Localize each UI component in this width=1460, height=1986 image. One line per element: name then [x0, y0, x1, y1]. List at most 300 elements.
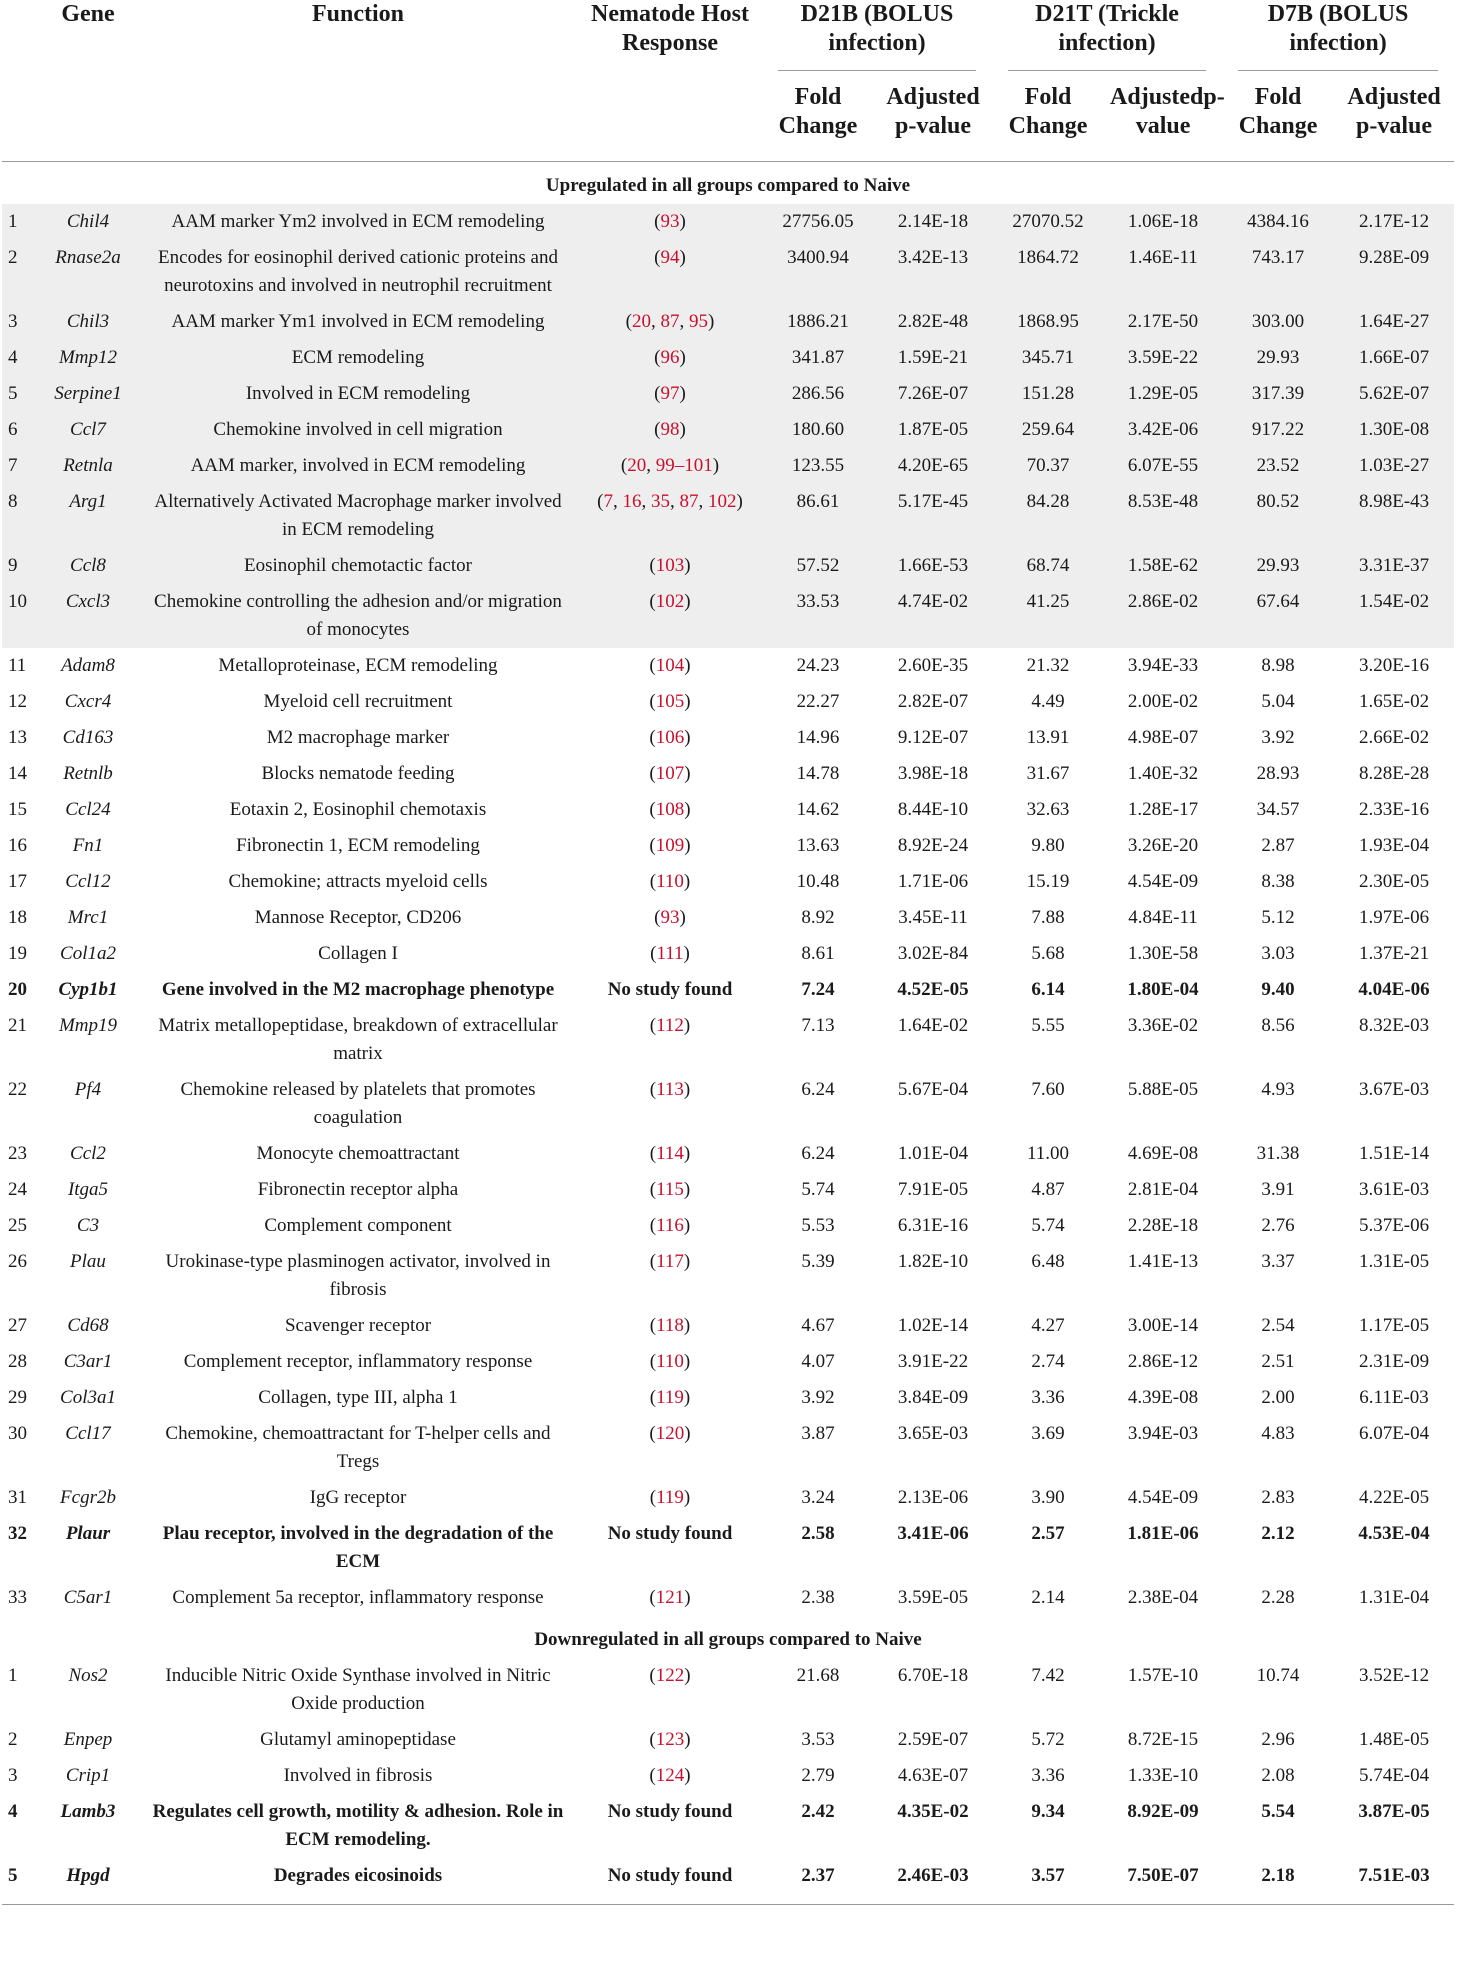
d21b-adjusted-p: 9.12E-07 [897, 727, 969, 748]
header-response: Nematode Host Response [578, 0, 762, 162]
reference-link[interactable]: 95 [689, 311, 708, 332]
d7b-adjusted-p: 3.31E-37 [1334, 548, 1454, 584]
host-response: (93) [654, 907, 686, 928]
d21t-fold-change: 9.34 [1031, 1801, 1065, 1822]
table-row [2, 648, 1454, 684]
gene-function: Regulates cell growth, motility & adhesion. Role in ECM remodeling. [152, 1801, 564, 1850]
section-header-row [2, 1616, 1454, 1658]
d21t-adjusted-p: 1.58E-62 [1104, 548, 1222, 584]
d21t-fold-change: 70.37 [992, 448, 1104, 484]
d21b-fold-change: 3.92 [801, 1387, 835, 1408]
d7b-adjusted-p: 1.97E-06 [1358, 907, 1430, 928]
d7b-fold-change: 3.91 [1261, 1179, 1295, 1200]
d21t-fold-change: 151.28 [992, 376, 1104, 412]
d21b-adjusted-p: 8.44E-10 [897, 799, 969, 820]
gene-name: Mrc1 [67, 907, 109, 928]
reference-link[interactable]: 98 [660, 419, 680, 440]
table-row [2, 304, 1454, 340]
gene-function: Gene involved in the M2 macrophage phenotype [161, 979, 555, 1000]
section-title: Upregulated in all groups compared to Naive [545, 175, 911, 196]
d21b-adjusted-p: 4.74E-02 [874, 584, 992, 648]
d21b-adjusted-p: 2.46E-03 [874, 1858, 992, 1905]
row-number: 5 [2, 1858, 38, 1905]
gene-name: Cd68 [67, 1315, 109, 1336]
d21t-fold-change: 9.80 [1031, 835, 1065, 856]
gene-name: Chil3 [38, 304, 138, 340]
d7b-fold-change: 8.98 [1261, 655, 1295, 676]
gene-name: Ccl17 [65, 1423, 111, 1444]
d21t-adjusted-p: 4.54E-09 [1127, 1487, 1199, 1508]
d21b-adjusted-p: 1.01E-04 [897, 1143, 969, 1164]
gene-name: Plaur [65, 1523, 111, 1544]
gene-function: ECM remodeling [138, 340, 578, 376]
host-response: (20, 87, 95) [578, 304, 762, 340]
d21t-fold-change: 4.27 [1031, 1315, 1065, 1336]
host-response: (122) [649, 1665, 691, 1686]
reference-link[interactable]: 97 [660, 383, 680, 404]
d7b-fold-change: 5.54 [1261, 1801, 1295, 1822]
gene-function: Degrades eicosinoids [138, 1858, 578, 1905]
row-number: 30 [8, 1423, 27, 1444]
d7b-fold-change: 2.51 [1261, 1351, 1295, 1372]
d21b-fold-change: 57.52 [762, 548, 874, 584]
gene-name: Chil4 [38, 204, 138, 240]
table-row [2, 1722, 1454, 1758]
d21t-adjusted-p: 1.81E-06 [1127, 1523, 1199, 1544]
row-number: 31 [8, 1487, 27, 1508]
reference-link[interactable]: 35 [651, 491, 670, 512]
reference-link[interactable]: 106 [655, 727, 685, 748]
d7b-adjusted-p: 1.17E-05 [1358, 1315, 1430, 1336]
table-row [2, 340, 1454, 376]
reference-link[interactable]: 114 [656, 1143, 684, 1164]
reference-link[interactable]: 119 [656, 1387, 684, 1408]
d21b-adjusted-p: 7.26E-07 [874, 376, 992, 412]
table-row [2, 1794, 1454, 1858]
d7b-fold-change: 31.38 [1256, 1143, 1300, 1164]
d21t-adjusted-p: 5.88E-05 [1127, 1079, 1199, 1100]
d7b-adjusted-p: 3.20E-16 [1358, 655, 1430, 676]
d21b-adjusted-p: 1.64E-02 [897, 1015, 969, 1036]
host-response: (119) [649, 1387, 691, 1408]
host-response: No study found [607, 1801, 733, 1822]
row-number: 16 [8, 835, 27, 856]
d21b-fold-change: 123.55 [762, 448, 874, 484]
d21t-fold-change: 41.25 [992, 584, 1104, 648]
d21t-fold-change: 4.87 [1031, 1179, 1065, 1200]
gene-name: Retnla [38, 448, 138, 484]
reference-link[interactable]: 104 [655, 655, 685, 676]
d7b-fold-change: 2.00 [1261, 1387, 1295, 1408]
d21t-fold-change: 11.00 [1026, 1143, 1070, 1164]
row-number: 18 [8, 907, 27, 928]
gene-function: Complement receptor, inflammatory response [183, 1351, 533, 1372]
d21t-adjusted-p: 8.92E-09 [1127, 1801, 1199, 1822]
gene-function: Chemokine involved in cell migration [138, 412, 578, 448]
d7b-adjusted-p: 2.17E-12 [1334, 204, 1454, 240]
d7b-fold-change: 4.93 [1261, 1079, 1295, 1100]
d21t-adjusted-p: 4.98E-07 [1127, 727, 1199, 748]
d7b-adjusted-p: 6.11E-03 [1359, 1387, 1429, 1408]
reference-link[interactable]: 118 [656, 1315, 684, 1336]
table-row [2, 1416, 1454, 1480]
row-number: 4 [2, 340, 38, 376]
host-response: (114) [649, 1143, 691, 1164]
host-response: (112) [649, 1015, 691, 1036]
d21b-fold-change: 2.37 [762, 1858, 874, 1905]
d21t-adjusted-p: 2.86E-12 [1127, 1351, 1199, 1372]
gene-name: Ccl7 [38, 412, 138, 448]
reference-link[interactable]: 115 [656, 1179, 684, 1200]
d21t-fold-change: 3.57 [992, 1858, 1104, 1905]
gene-name: Col3a1 [60, 1387, 116, 1408]
reference-link[interactable]: 122 [655, 1665, 685, 1686]
gene-name: Ccl12 [65, 871, 111, 892]
d7b-adjusted-p: 2.30E-05 [1358, 871, 1430, 892]
host-response: (123) [649, 1729, 691, 1750]
d7b-fold-change: 317.39 [1222, 376, 1334, 412]
d7b-fold-change: 28.93 [1256, 763, 1300, 784]
d7b-fold-change: 80.52 [1222, 484, 1334, 548]
reference-link[interactable]: 99–101 [655, 455, 713, 476]
reference-link[interactable]: 123 [655, 1729, 685, 1750]
gene-name: C3 [76, 1215, 100, 1236]
reference-link[interactable]: 111 [656, 943, 684, 964]
row-number: 12 [8, 691, 27, 712]
host-response: (108) [649, 799, 691, 820]
d21t-adjusted-p: 2.00E-02 [1127, 691, 1199, 712]
host-response: (97) [578, 376, 762, 412]
host-response: (119) [649, 1487, 691, 1508]
d21b-fold-change: 5.74 [801, 1179, 835, 1200]
host-response: (105) [649, 691, 691, 712]
subheader: Fold Change [992, 71, 1104, 162]
d7b-fold-change: 4.83 [1261, 1423, 1295, 1444]
d21t-adjusted-p: 1.46E-11 [1104, 240, 1222, 304]
d21t-fold-change: 2.74 [1031, 1351, 1065, 1372]
d21b-fold-change: 180.60 [762, 412, 874, 448]
d21b-fold-change: 8.61 [801, 943, 835, 964]
d7b-adjusted-p: 4.04E-06 [1358, 979, 1430, 1000]
gene-function: AAM marker Ym2 involved in ECM remodeling [138, 204, 578, 240]
header-group-d21b: D21B (BOLUS infection) [762, 0, 992, 71]
reference-link[interactable]: 112 [656, 1015, 684, 1036]
gene-name: Fn1 [72, 835, 104, 856]
row-number: 15 [8, 799, 27, 820]
d21b-adjusted-p: 8.92E-24 [897, 835, 969, 856]
d7b-fold-change: 3.37 [1261, 1251, 1295, 1272]
d21t-fold-change: 15.19 [1026, 871, 1070, 892]
reference-link[interactable]: 107 [655, 763, 685, 784]
d21t-fold-change: 13.91 [1026, 727, 1070, 748]
reference-link[interactable]: 87 [660, 311, 680, 332]
d21t-fold-change: 27070.52 [992, 204, 1104, 240]
gene-function: M2 macrophage marker [266, 727, 450, 748]
table-row [2, 972, 1454, 1008]
reference-link[interactable]: 103 [655, 555, 685, 576]
d21t-fold-change: 1864.72 [992, 240, 1104, 304]
d7b-fold-change: 8.38 [1261, 871, 1295, 892]
d7b-adjusted-p: 5.37E-06 [1358, 1215, 1430, 1236]
d21t-fold-change: 68.74 [992, 548, 1104, 584]
reference-link[interactable]: 108 [655, 799, 685, 820]
d21b-fold-change: 286.56 [762, 376, 874, 412]
gene-name: Ccl8 [38, 548, 138, 584]
gene-name: Ccl2 [70, 1143, 106, 1164]
gene-function: Myeloid cell recruitment [263, 691, 453, 712]
table-row [2, 1380, 1454, 1416]
host-response: (116) [649, 1215, 691, 1236]
d21b-fold-change: 4.07 [801, 1351, 835, 1372]
d21b-fold-change: 13.63 [796, 835, 840, 856]
d21t-adjusted-p: 3.26E-20 [1127, 835, 1199, 856]
d21b-adjusted-p: 3.45E-11 [898, 907, 968, 928]
host-response: (121) [649, 1587, 691, 1608]
d7b-fold-change: 2.18 [1222, 1858, 1334, 1905]
d7b-adjusted-p: 3.61E-03 [1358, 1179, 1430, 1200]
host-response: (107) [649, 763, 691, 784]
gene-function: AAM marker, involved in ECM remodeling [138, 448, 578, 484]
gene-name: Crip1 [65, 1765, 111, 1786]
reference-link[interactable]: 20 [632, 311, 651, 332]
d21t-adjusted-p: 1.80E-04 [1127, 979, 1199, 1000]
reference-link[interactable]: 119 [656, 1487, 684, 1508]
d7b-fold-change: 8.56 [1261, 1015, 1295, 1036]
reference-link[interactable]: 110 [656, 871, 684, 892]
d7b-fold-change: 23.52 [1222, 448, 1334, 484]
reference-link[interactable]: 93 [660, 907, 680, 928]
host-response: (109) [649, 835, 691, 856]
d21t-adjusted-p: 1.33E-10 [1127, 1765, 1199, 1786]
gene-function: AAM marker Ym1 involved in ECM remodeling [138, 304, 578, 340]
d21b-adjusted-p: 6.70E-18 [897, 1665, 969, 1686]
d21t-adjusted-p: 1.29E-05 [1104, 376, 1222, 412]
gene-function: Complement component [264, 1215, 452, 1236]
d7b-adjusted-p: 7.51E-03 [1334, 1858, 1454, 1905]
gene-function: Inducible Nitric Oxide Synthase involved in Nitric Oxide production [165, 1665, 551, 1714]
header-num [2, 0, 38, 162]
d21t-fold-change: 1868.95 [992, 304, 1104, 340]
row-number: 25 [8, 1215, 27, 1236]
d21t-fold-change: 84.28 [992, 484, 1104, 548]
d21b-adjusted-p: 5.17E-45 [874, 484, 992, 548]
d7b-fold-change: 2.12 [1261, 1523, 1295, 1544]
d21b-fold-change: 3400.94 [762, 240, 874, 304]
reference-link[interactable]: 120 [655, 1423, 685, 1444]
gene-function: Chemokine released by platelets that promotes coagulation [180, 1079, 536, 1128]
table-row [2, 1580, 1454, 1616]
d7b-adjusted-p: 3.52E-12 [1358, 1665, 1430, 1686]
table-row [2, 1758, 1454, 1794]
d21t-adjusted-p: 4.39E-08 [1127, 1387, 1199, 1408]
table-row [2, 1516, 1454, 1580]
reference-link[interactable]: 87 [679, 491, 699, 512]
d21t-fold-change: 3.36 [1031, 1387, 1065, 1408]
d21b-fold-change: 2.38 [801, 1587, 835, 1608]
d21b-adjusted-p: 7.91E-05 [897, 1179, 969, 1200]
d21t-adjusted-p: 2.28E-18 [1127, 1215, 1199, 1236]
gene-name: Plau [70, 1251, 106, 1272]
d7b-fold-change: 34.57 [1256, 799, 1300, 820]
row-number: 27 [8, 1315, 27, 1336]
gene-expression-table [2, 0, 1454, 1905]
host-response: (111) [650, 943, 690, 964]
gene-name: Fcgr2b [60, 1487, 116, 1508]
table-row [2, 204, 1454, 240]
d7b-adjusted-p: 2.66E-02 [1358, 727, 1430, 748]
reference-link[interactable]: 109 [655, 835, 685, 856]
d7b-adjusted-p: 1.31E-04 [1358, 1587, 1430, 1608]
gene-name: Itga5 [67, 1179, 109, 1200]
d21b-adjusted-p: 3.84E-09 [897, 1387, 969, 1408]
gene-function: Urokinase-type plasminogen activator, involved in fibrosis [165, 1251, 551, 1300]
host-response: (118) [649, 1315, 691, 1336]
reference-link[interactable]: 117 [656, 1251, 684, 1272]
d7b-adjusted-p: 1.51E-14 [1358, 1143, 1430, 1164]
row-number: 6 [2, 412, 38, 448]
gene-function: Involved in ECM remodeling [138, 376, 578, 412]
reference-link[interactable]: 96 [660, 347, 680, 368]
host-response: (7, 16, 35, 87, 102) [578, 484, 762, 548]
gene-function: Plau receptor, involved in the degradation of the ECM [162, 1523, 554, 1572]
gene-function: Eosinophil chemotactic factor [138, 548, 578, 584]
d21b-adjusted-p: 3.59E-05 [897, 1587, 969, 1608]
d21t-fold-change: 4.49 [1031, 691, 1065, 712]
d21b-adjusted-p: 2.82E-48 [874, 304, 992, 340]
d21b-fold-change: 6.24 [801, 1143, 835, 1164]
d21t-adjusted-p: 4.54E-09 [1127, 871, 1199, 892]
header-gene: Gene [38, 0, 138, 162]
reference-link[interactable]: 105 [655, 691, 685, 712]
d7b-fold-change: 2.83 [1261, 1487, 1295, 1508]
d21b-adjusted-p: 3.42E-13 [874, 240, 992, 304]
reference-link[interactable]: 94 [660, 247, 680, 268]
d7b-fold-change: 2.76 [1261, 1215, 1295, 1236]
table-row [2, 1480, 1454, 1516]
row-number: 2 [2, 240, 38, 304]
reference-link[interactable]: 121 [655, 1587, 685, 1608]
reference-link[interactable]: 113 [656, 1079, 684, 1100]
reference-link[interactable]: 7 [603, 491, 613, 512]
d21b-fold-change: 14.96 [796, 727, 840, 748]
row-number: 1 [2, 204, 38, 240]
gene-name: C5ar1 [63, 1587, 113, 1608]
d21t-fold-change: 3.90 [1031, 1487, 1065, 1508]
table-row [2, 684, 1454, 720]
d21t-fold-change: 5.74 [1031, 1215, 1065, 1236]
reference-link[interactable]: 116 [656, 1215, 684, 1236]
d21b-fold-change: 21.68 [796, 1665, 840, 1686]
gene-function: Chemokine controlling the adhesion and/or migration of monocytes [138, 584, 578, 648]
table-row [2, 484, 1454, 548]
d21b-adjusted-p: 1.71E-06 [897, 871, 969, 892]
d7b-adjusted-p: 4.53E-04 [1358, 1523, 1430, 1544]
d21b-adjusted-p: 1.66E-53 [874, 548, 992, 584]
d7b-adjusted-p: 1.03E-27 [1334, 448, 1454, 484]
d21t-adjusted-p: 3.36E-02 [1127, 1015, 1199, 1036]
reference-link[interactable]: 93 [660, 211, 680, 232]
row-number: 8 [2, 484, 38, 548]
d7b-adjusted-p: 1.31E-05 [1358, 1251, 1430, 1272]
row-number: 14 [8, 763, 27, 784]
d21b-adjusted-p: 2.13E-06 [897, 1487, 969, 1508]
d7b-adjusted-p: 5.74E-04 [1358, 1765, 1430, 1786]
d21t-adjusted-p: 1.57E-10 [1127, 1665, 1199, 1686]
d21b-adjusted-p: 1.87E-05 [874, 412, 992, 448]
gene-function: Collagen I [318, 943, 398, 964]
header-function: Function [138, 0, 578, 162]
table-row [2, 720, 1454, 756]
d21b-fold-change: 5.39 [801, 1251, 835, 1272]
d21b-fold-change: 341.87 [762, 340, 874, 376]
row-number: 21 [8, 1015, 27, 1036]
d21b-fold-change: 6.24 [801, 1079, 835, 1100]
table-row [2, 1658, 1454, 1722]
reference-link[interactable]: 20 [627, 455, 647, 476]
d7b-adjusted-p: 6.07E-04 [1358, 1423, 1430, 1444]
table-row [2, 1208, 1454, 1244]
gene-name: Serpine1 [38, 376, 138, 412]
d21b-fold-change: 33.53 [762, 584, 874, 648]
row-number: 28 [8, 1351, 27, 1372]
d21b-adjusted-p: 3.91E-22 [897, 1351, 969, 1372]
d7b-adjusted-p: 1.93E-04 [1358, 835, 1430, 856]
host-response: (103) [578, 548, 762, 584]
reference-link[interactable]: 16 [622, 491, 642, 512]
d21b-adjusted-p: 2.14E-18 [874, 204, 992, 240]
d21b-fold-change: 7.24 [801, 979, 835, 1000]
d7b-fold-change: 917.22 [1222, 412, 1334, 448]
reference-link[interactable]: 102 [655, 591, 685, 612]
host-response: (93) [578, 204, 762, 240]
d21b-fold-change: 14.62 [796, 799, 840, 820]
row-number: 11 [8, 655, 27, 676]
reference-link[interactable]: 124 [655, 1765, 685, 1786]
host-response: (106) [649, 727, 691, 748]
table-row [2, 900, 1454, 936]
d21t-fold-change: 5.72 [1031, 1729, 1065, 1750]
gene-name: Nos2 [68, 1665, 108, 1686]
d21b-fold-change: 1886.21 [762, 304, 874, 340]
d21b-fold-change: 2.58 [801, 1523, 835, 1544]
d21t-fold-change: 2.57 [1031, 1523, 1065, 1544]
row-number: 9 [2, 548, 38, 584]
d21t-fold-change: 5.55 [1031, 1015, 1065, 1036]
d21t-adjusted-p: 2.81E-04 [1127, 1179, 1199, 1200]
table-body [2, 162, 1454, 1905]
reference-link[interactable]: 102 [708, 491, 737, 512]
gene-name: Arg1 [38, 484, 138, 548]
d21b-adjusted-p: 5.67E-04 [897, 1079, 969, 1100]
gene-function: Blocks nematode feeding [261, 763, 455, 784]
d21t-adjusted-p: 1.06E-18 [1104, 204, 1222, 240]
reference-link[interactable]: 110 [656, 1351, 684, 1372]
d7b-adjusted-p: 8.32E-03 [1358, 1015, 1430, 1036]
host-response: (113) [649, 1079, 691, 1100]
gene-function: Involved in fibrosis [283, 1765, 433, 1786]
d7b-adjusted-p: 2.33E-16 [1358, 799, 1430, 820]
gene-name: Enpep [63, 1729, 113, 1750]
row-number: 32 [8, 1523, 27, 1544]
table-row [2, 828, 1454, 864]
d21b-fold-change: 2.79 [801, 1765, 835, 1786]
d21t-adjusted-p: 3.94E-03 [1127, 1423, 1199, 1444]
d21t-adjusted-p: 2.86E-02 [1104, 584, 1222, 648]
host-response: No study found [607, 979, 733, 1000]
table-row [2, 548, 1454, 584]
d21b-fold-change: 8.92 [801, 907, 835, 928]
table-row [2, 1172, 1454, 1208]
